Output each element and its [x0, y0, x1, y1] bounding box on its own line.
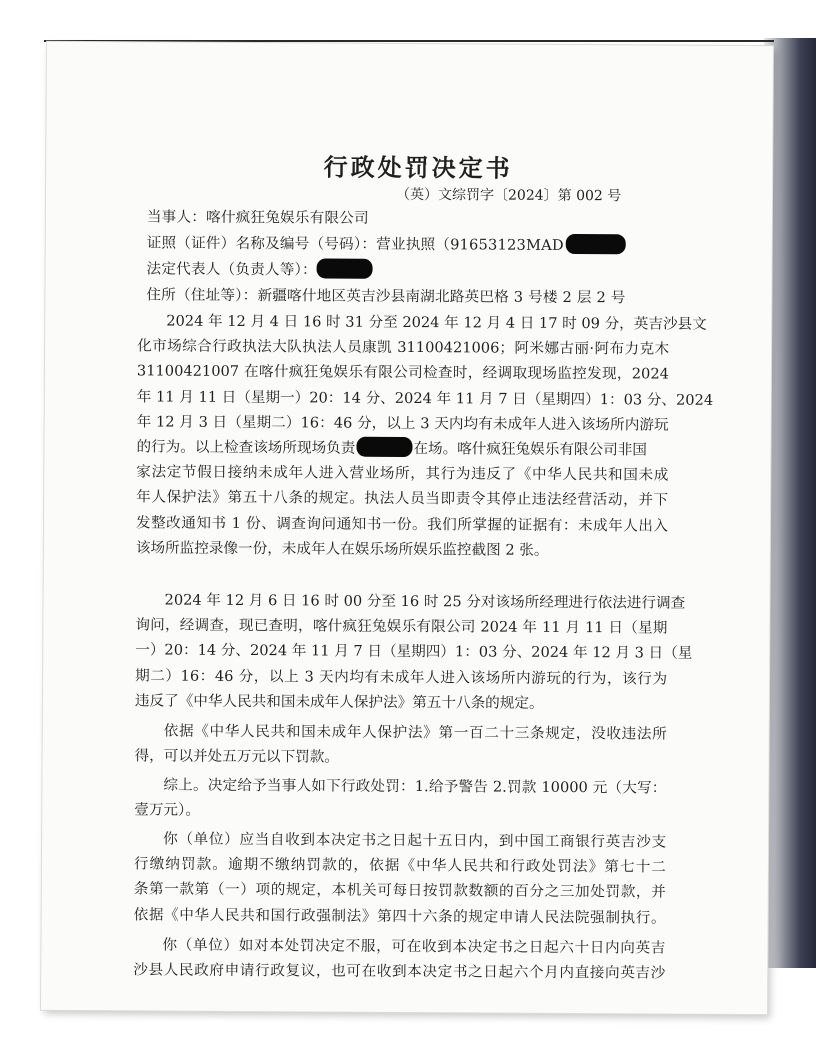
paragraph-inspection [135, 308, 714, 563]
document-page [41, 42, 773, 1014]
paragraph-payment [134, 826, 667, 930]
paragraph-investigation [134, 587, 693, 716]
representative-text: 法定代表人（负责人等）： [146, 260, 317, 279]
text-line: 期二）16：46 分，以上 3 天内均有未成年人进入该场所内游玩的行为，该行为 [135, 666, 668, 688]
text-line: 依据《中华人民共和国行政强制法》第四十六条的规定申请人民法院强制执行。 [133, 905, 666, 927]
party-name-line: 当事人：喀什疯狂兔娱乐有限公司 [146, 208, 369, 227]
text-line: 2024 年 12 月 6 日 16 时 00 分至 16 时 25 分对该场所经理进行依法进行调查 [164, 591, 686, 612]
text-line: 询问，经调查，现已查明，喀什疯狂兔娱乐有限公司 2024 年 11 月 11 日（星期 [135, 616, 668, 637]
text-line: 化市场综合行政执法大队执法人员康凯 31100421006；阿米娜古丽·阿布力克木 [137, 337, 670, 358]
text-line: 年 12 月 3 日（星期二）16：46 分，以上 3 天内均有未成年人进入该场所内游玩 [136, 413, 669, 434]
text-line: 你（单位）如对本处罚决定不服，可在收到本决定书之日起六十日内向英吉 [162, 936, 666, 957]
redaction-mark [356, 437, 412, 457]
text-line: 该场所监控录像一份，未成年人在娱乐场所娱乐监控截图 2 张。 [135, 539, 549, 559]
text-line: 一）20：14 分、2024 年 11 月 7 日（星期四）1：03 分、2024 年 12 月 3 日（星 [135, 641, 693, 663]
paragraph-appeal [133, 932, 665, 986]
text-line: 违反了《中华人民共和国未成年人保护法》第五十八条的规定。 [134, 692, 544, 712]
text-segment: 在场。喀什疯狂兔娱乐有限公司非国 [413, 440, 647, 459]
text-line: 条第一款第（一）项的规定，本机关可每日按罚款数额的百分之三加处罚款，并 [133, 880, 666, 901]
text-line: 31100421007 在喀什疯狂兔娱乐有限公司检查时，经调取现场监控发现，2024 [136, 362, 669, 384]
text-line: 综上。决定给予当事人如下行政处罚：1.给予警告 2.罚款 10000 元（大写： [163, 776, 667, 797]
redaction-mark [566, 234, 626, 254]
redaction-mark [317, 258, 373, 278]
document-title: 行政处罚决定书 [323, 152, 513, 183]
text-segment: 的行为。以上检查该场所现场负责 [136, 438, 356, 457]
paragraph-legal-basis [135, 718, 667, 772]
text-line: 年 11 月 11 日（星期一）20：14 分、2024 年 11 月 7 日（星期四）1：03 分、2024 [136, 387, 714, 409]
text-line: 沙县人民政府申请行政复议，也可在收到本决定书之日起六个月内直接向英吉沙 [133, 961, 666, 982]
text-line: 发整改通知书 1 份、调查询问通知书一份。我们所掌握的证据有：未成年人出入 [135, 513, 669, 535]
text-line: 家法定节假日接纳未成年人进入营业场所，其行为违反了《中华人民共和国未成 [136, 463, 669, 484]
text-line: 你（单位）应当自收到本决定书之日起十五日内，到中国工商银行英吉沙支 [163, 830, 667, 851]
license-line [147, 231, 626, 255]
text-line-with-redaction [136, 434, 668, 462]
address-line: 住所（住址等）：新疆喀什地区英吉沙县南湖北路英巴格 3 号楼 2 层 2 号 [146, 286, 626, 307]
text-line: 壹万元）。 [134, 801, 200, 819]
text-line: 行缴纳罚款。逾期不缴纳罚款的，依据《中华人民共和行政处罚法》第七十二 [133, 855, 666, 876]
representative-line [147, 257, 373, 279]
text-line: 得，可以并处五万元以下罚款。 [134, 747, 339, 766]
license-text: 证照（证件）名称及编号（号码）：营业执照（91653123MAD [146, 234, 564, 254]
paragraph-decision [134, 772, 666, 826]
text-line: 依据《中华人民共和国未成年人保护法》第一百二十三条规定，没收违法所 [163, 722, 667, 743]
document-number: （英）文综罚字〔2024〕第 002 号 [395, 186, 622, 205]
text-line: 2024 年 12 月 4 日 16 时 31 分至 2024 年 12 月 4 日 17 时 09 分，英吉沙县文 [166, 312, 707, 333]
text-line: 年人保护法》第五十八条的规定。执法人员当即责令其停止违法经营活动，并下 [136, 488, 669, 510]
